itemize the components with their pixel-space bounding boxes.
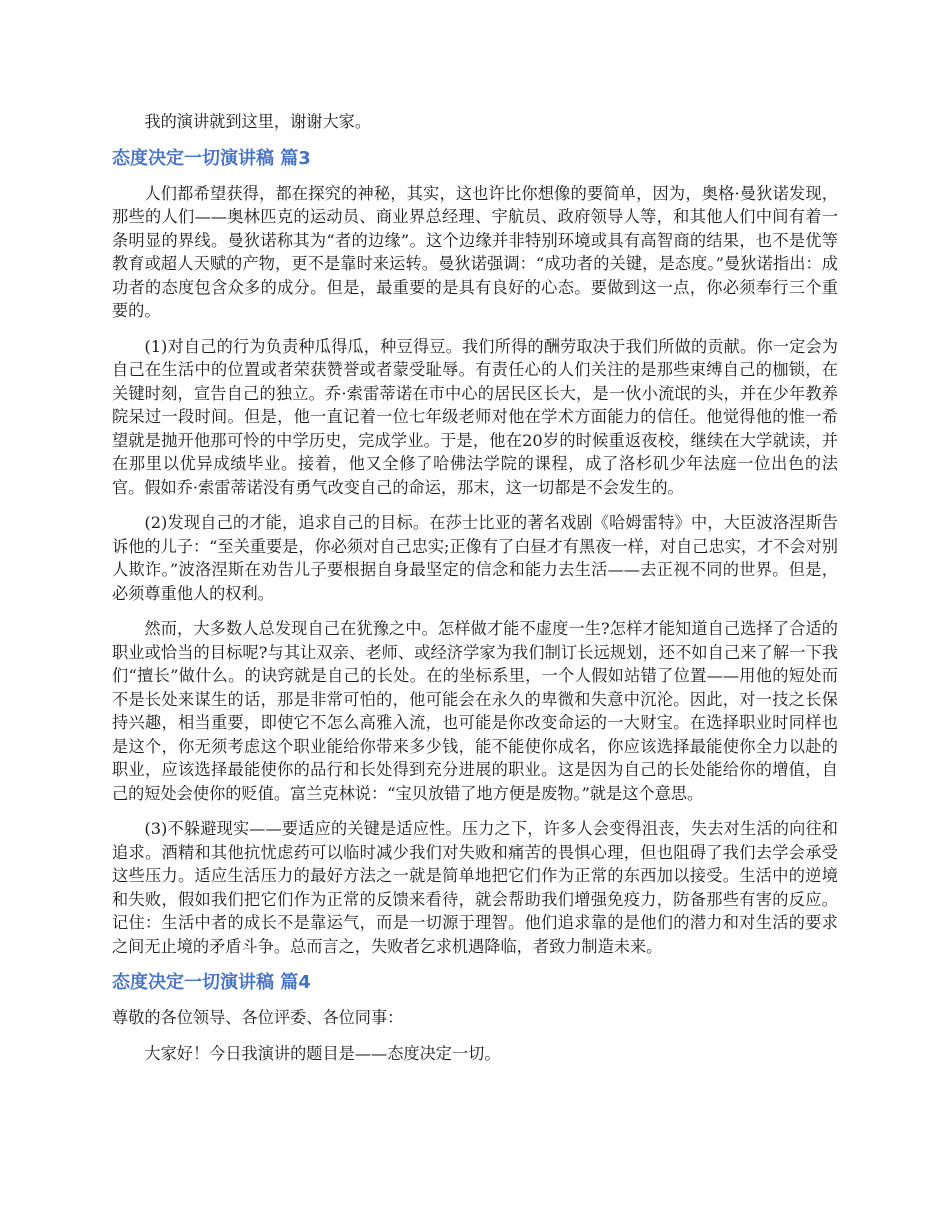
paragraph-talents: 然而，大多数人总发现自己在犹豫之中。怎样做才能不虚度一生?怎样才能知道自己选择了合适的职业或恰当的目标呢?与其让双亲、老师、或经济学家为我们制订长远规划，还不如自己来了解一下我们“擅长”做什么。的诀窍就是自己的长处。在的坐标系里，一个人假如站错了位置——用他的短处而不是长处来谋生的话，那是非常可怕的，他可能会在永久的卑微和失意中沉沦。因此，对一技之长保持兴趣，相当重要，即使它不怎么高雅入流，也可能是你改变命运的一大财宝。在选择职业时同样也是这个，你无须考虑这个职业能给你带来多少钱，能不能使你成名，你应该选择最能使你全力以赴的职业，应该选择最能使你的品行和长处得到充分进展的职业。这是因为自己的长处能给你的增值，自己的短处会使你的贬值。富兰克林说：“宝贝放错了地方便是废物。”就是这个意思。 xyxy=(112,619,838,803)
salutation: 尊敬的各位领导、各位评委、各位同事： xyxy=(112,1008,404,1027)
closing-paragraph: 我的演讲就到这里，谢谢大家。 xyxy=(144,112,372,131)
paragraph-point-3: (3)不躲避现实——要适应的关键是适应性。压力之下，许多人会变得沮丧，失去对生活的向往和追求。酒精和其他抗忧虑药可以临时减少我们对失败和痛苦的畏惧心理，但也阻碍了我们去学会承受这些压力。适应生活压力的最好方法之一就是简单地把它们作为正常的东西加以接受。生活中的逆境和失败，假如我们把它们作为正常的反馈来看待，就会帮助我们增强免疫力，防备那些有害的反应。记住：生活中者的成长不是靠运气，而是一切源于理智。他们追求靠的是他们的潜力和对生活的要求之间无止境的矛盾斗争。总而言之，失败者乞求机遇降临，者致力制造未来。 xyxy=(112,819,838,956)
section-heading-4: 态度决定一切演讲稿 篇4 xyxy=(112,972,311,993)
paragraph-point-2: (2)发现自己的才能，追求自己的目标。在莎士比亚的著名戏剧《哈姆雷特》中，大臣波洛涅斯告诉他的儿子：“至关重要是，你必须对自己忠实;正像有了白昼才有黑夜一样，对自己忠实，才不会对别人欺诈。”波洛涅斯在劝告儿子要根据自身最坚定的信念和能力去生活——去正视不同的世界。但是，必须尊重他人的权利。 xyxy=(112,513,838,603)
document-page xyxy=(112,110,838,1065)
paragraph-point-1: (1)对自己的行为负责种瓜得瓜，种豆得豆。我们所得的酬劳取决于我们所做的贡献。你一定会为自己在生活中的位置或者荣获赞誉或者蒙受耻辱。有责任心的人们关注的是那些束缚自己的枷锁，在关键时刻，宣告自己的独立。乔·索雷蒂诺在市中心的居民区长大，是一伙小流氓的头，并在少年教养院呆过一段时间。但是，他一直记着一位七年级老师对他在学术方面能力的信任。他觉得他的惟一希望就是抛开他那可怜的中学历史，完成学业。于是，他在20岁的时候重返夜校，继续在大学就读，并在那里以优异成绩毕业。接着，他又全修了哈佛法学院的课程，成了洛杉矶少年法庭一位出色的法官。假如乔·索雷蒂诺没有勇气改变自己的命运，那末，这一切都是不会发生的。 xyxy=(112,336,838,497)
section-heading-3: 态度决定一切演讲稿 篇3 xyxy=(112,147,311,169)
paragraph-intro: 人们都希望获得，都在探究的神秘，其实，这也许比你想像的要简单，因为，奥格·曼狄诺发现，那些的人们——奥林匹克的运动员、商业界总经理、宇航员、政府领导人等，和其他人们中间有着一条明显的界线。曼狄诺称其为“者的边缘”。这个边缘并非特别环境或具有高智商的结果，也不是优等教育或超人天赋的产物，更不是靠时来运转。曼狄诺强调：“成功者的关键，是态度。”曼狄诺指出：成功者的态度包含众多的成分。但是，最重要的是具有良好的心态。要做到这一点，你必须奉行三个重要的。 xyxy=(112,183,838,320)
greeting-paragraph: 大家好！今日我演讲的题目是——态度决定一切。 xyxy=(144,1043,501,1063)
